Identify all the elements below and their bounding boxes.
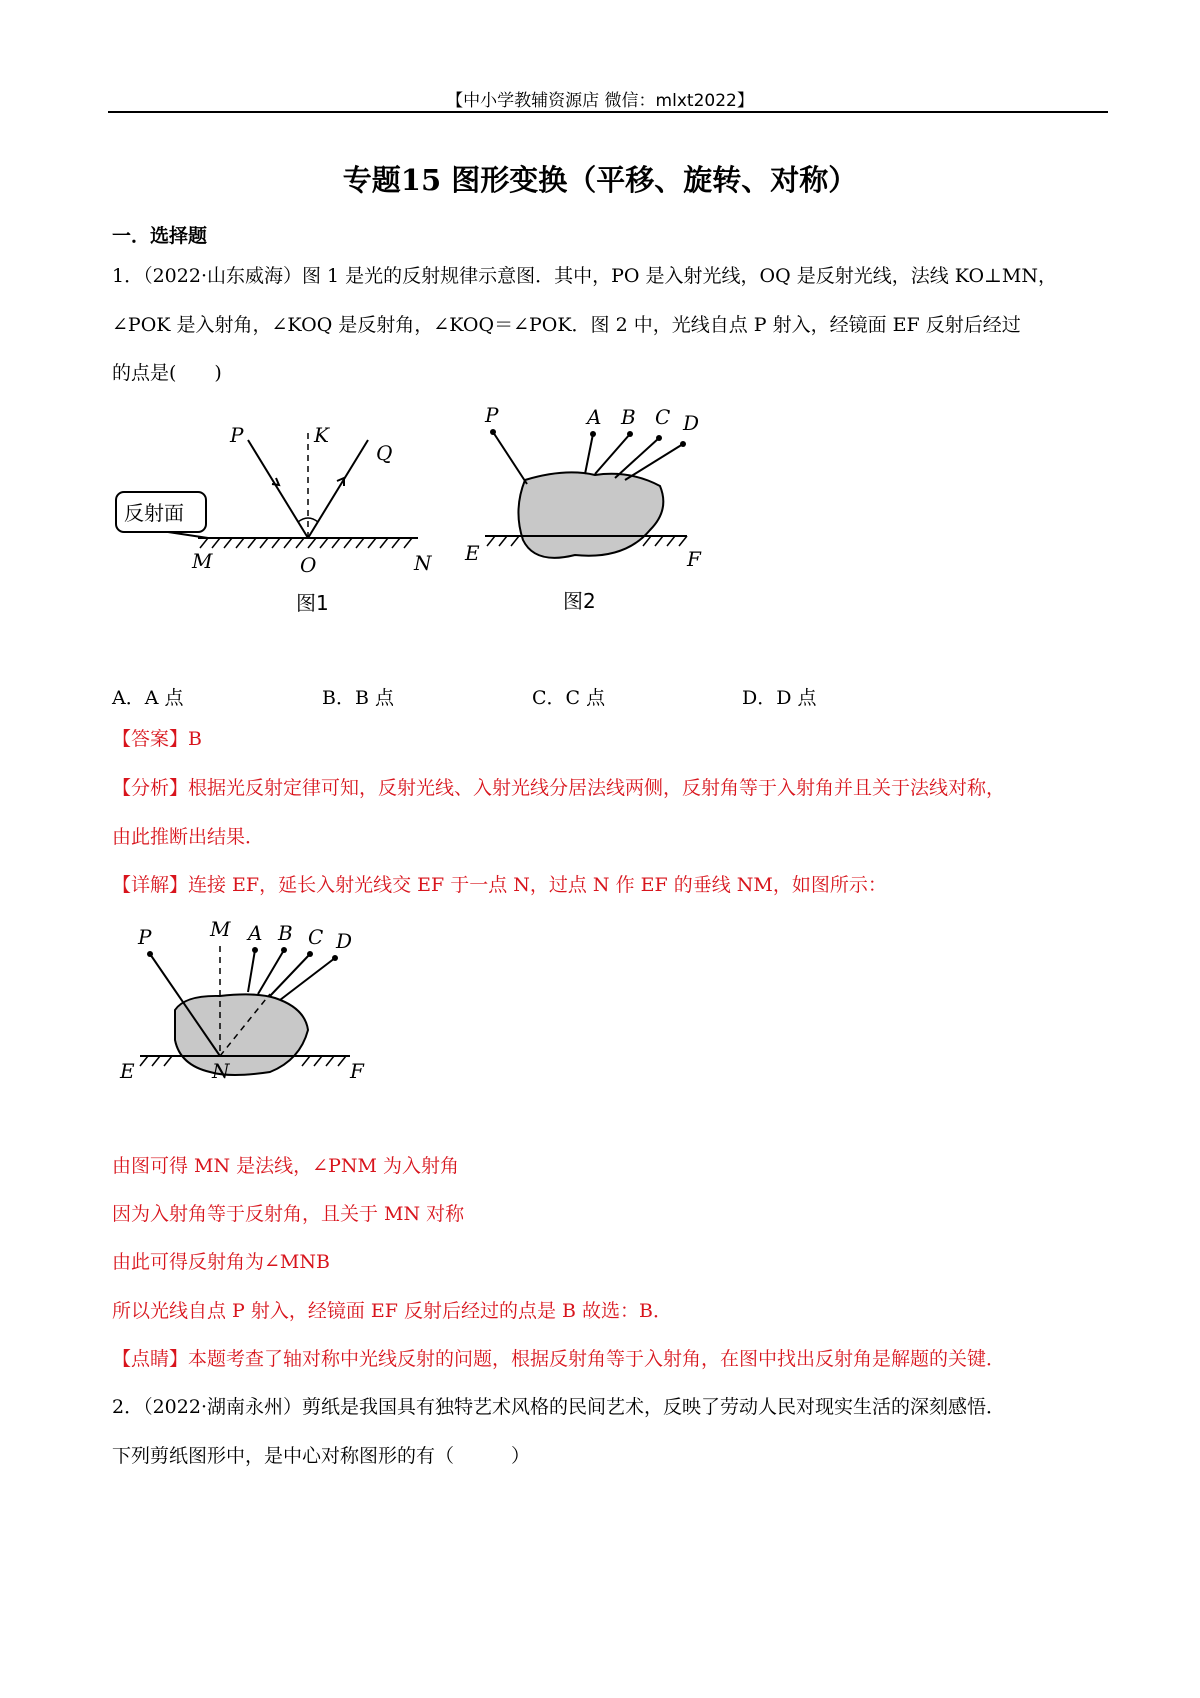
fig2-label-F: F xyxy=(687,547,701,571)
figure-1-caption: 图1 xyxy=(296,591,329,615)
rock-shape xyxy=(518,472,663,557)
option-d: D．D 点 xyxy=(742,687,817,709)
option-c: C．C 点 xyxy=(532,687,606,709)
q2-text-line2: 下列剪纸图形中，是中心对称图形的有（ ） xyxy=(112,1445,531,1467)
q2-text-line1: 2．（2022·湖南永州）剪纸是我国具有独特艺术风格的民间艺术，反映了劳动人民对现实生活的深刻感悟． xyxy=(112,1396,1005,1418)
fig3-label-N: N xyxy=(212,1059,230,1083)
fig2-label-B: B xyxy=(621,405,636,429)
fig2-label-A: A xyxy=(587,405,602,429)
page-title: 专题15 图形变换（平移、旋转、对称） xyxy=(342,163,858,197)
q1-text-line1: 1．（2022·山东威海）图 1 是光的反射规律示意图．其中，PO 是入射光线，OQ 是反射光线，法线 KO⊥MN， xyxy=(112,265,1057,287)
analysis-line2: 由此推断出结果． xyxy=(112,826,265,848)
figure-2-caption: 图2 xyxy=(563,589,596,613)
section-heading: 一．选择题 xyxy=(112,225,208,247)
incident-ray-PO xyxy=(248,440,308,538)
reflected-ray-OQ xyxy=(308,440,368,538)
fig3-label-D: D xyxy=(336,929,353,953)
header-divider xyxy=(108,111,1108,113)
figure-3-solution xyxy=(110,910,390,1090)
label-K: K xyxy=(314,423,329,447)
figure-2 xyxy=(455,400,725,615)
option-a: A．A 点 xyxy=(112,687,184,709)
option-b: B．B 点 xyxy=(322,687,394,709)
comment-line: 【点睛】本题考查了轴对称中光线反射的问题，根据反射角等于入射角，在图中找出反射角是解题的关键． xyxy=(112,1348,1006,1370)
answer: 【答案】B xyxy=(112,728,202,750)
fig3-label-E: E xyxy=(120,1059,135,1083)
fig2-label-P: P xyxy=(485,403,499,427)
label-P: P xyxy=(230,423,244,447)
analysis-line1: 【分析】根据光反射定律可知，反射光线、入射光线分居法线两侧，反射角等于入射角并且关于法线对称， xyxy=(112,777,1006,799)
label-M: M xyxy=(192,549,213,573)
fig3-label-A: A xyxy=(248,921,263,945)
fig3-label-P: P xyxy=(138,925,152,949)
page-header: 【中小学教辅资源店 微信：mlxt2022】 xyxy=(446,91,754,111)
fig3-label-B: B xyxy=(278,921,293,945)
label-O: O xyxy=(300,553,317,577)
solution-line4: 所以光线自点 P 射入，经镜面 EF 反射后经过的点是 B 故选：B． xyxy=(112,1300,673,1322)
fig3-label-M: M xyxy=(210,917,231,941)
label-N: N xyxy=(414,551,432,575)
fig2-label-E: E xyxy=(465,541,480,565)
solution-rock-shape xyxy=(175,994,308,1075)
q1-text-line2: ∠POK 是入射角，∠KOQ 是反射角，∠KOQ＝∠POK．图 2 中，光线自点 P 射入，经镜面 EF 反射后经过 xyxy=(112,314,1021,336)
fig2-label-C: C xyxy=(655,405,671,429)
fig3-label-C: C xyxy=(308,925,324,949)
fig3-label-F: F xyxy=(350,1059,364,1083)
label-Q: Q xyxy=(376,441,393,465)
solution-line2: 因为入射角等于反射角，且关于 MN 对称 xyxy=(112,1203,465,1225)
figure-1 xyxy=(108,410,448,620)
reflect-surface-label: 反射面 xyxy=(124,501,184,525)
solution-line1: 由图可得 MN 是法线，∠PNM 为入射角 xyxy=(112,1155,459,1177)
q1-text-line3: 的点是( ) xyxy=(112,362,222,384)
detail-line: 【详解】连接 EF，延长入射光线交 EF 于一点 N，过点 N 作 EF 的垂线 NM，如图所示： xyxy=(112,874,887,896)
fig2-label-D: D xyxy=(683,411,700,435)
solution-line3: 由此可得反射角为∠MNB xyxy=(112,1251,330,1273)
